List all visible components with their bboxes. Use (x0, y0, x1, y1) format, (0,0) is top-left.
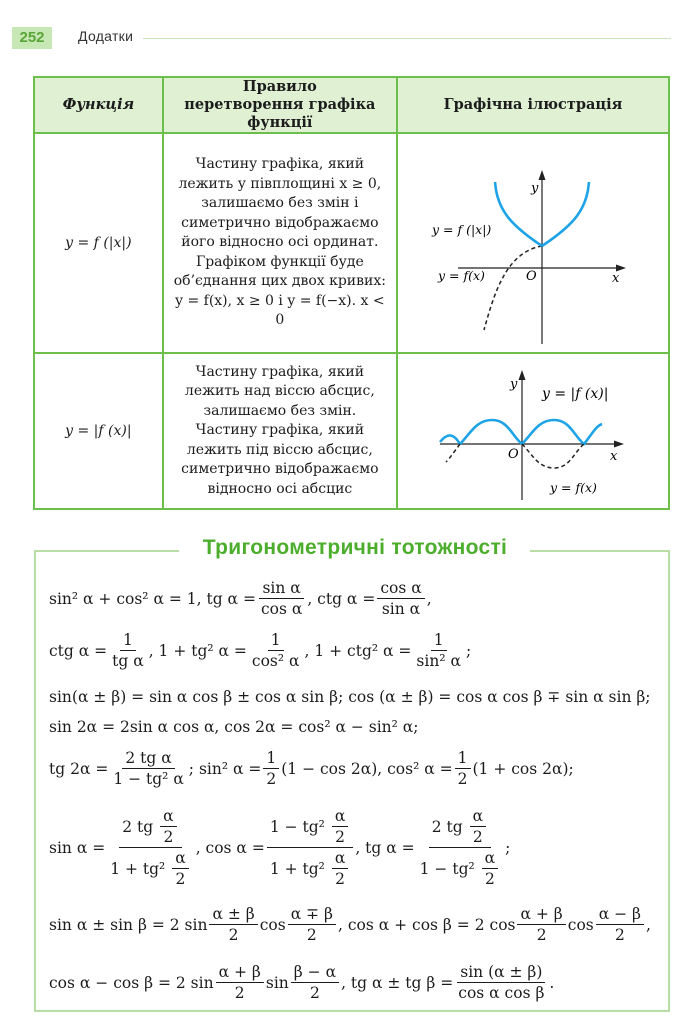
function-cell: y = f (|x|) (34, 133, 163, 353)
fraction (249, 630, 303, 671)
formula-text: ; (465, 641, 472, 660)
numerator: α (332, 848, 348, 869)
fraction (288, 904, 336, 945)
numerator: 1 (455, 748, 471, 769)
denominator: 2 (457, 770, 468, 788)
formula-text: , tg α = (355, 838, 415, 857)
denominator: 2 (163, 828, 174, 846)
trig-box-top-right (530, 550, 670, 552)
fraction (107, 806, 193, 889)
rule-cell (163, 353, 397, 509)
formula-line-1 (49, 578, 432, 619)
numerator: α (160, 806, 176, 827)
half-fraction (172, 848, 188, 889)
y-axis-arrow-icon (518, 370, 525, 380)
fraction (417, 806, 503, 889)
curve-right (542, 182, 589, 246)
formula-text: ; (505, 838, 511, 857)
denominator-text: 1 − tg² (419, 859, 475, 878)
fraction (267, 806, 353, 889)
label-fx: y = f(x) (549, 480, 597, 495)
numerator-text: 2 tg (431, 817, 463, 836)
table-row (34, 133, 669, 353)
page-header (0, 0, 695, 70)
table-row (34, 353, 669, 509)
fraction (263, 748, 279, 789)
formula-line-3 (49, 688, 651, 706)
formula-text: cos α − cos β = 2 sin (49, 973, 214, 992)
denominator: cos α (260, 600, 303, 618)
denominator: 2 (175, 870, 186, 888)
half-fraction (332, 848, 348, 889)
numerator: α (172, 848, 188, 869)
y-axis-arrow-icon (538, 170, 545, 180)
formula-line-2 (49, 630, 471, 671)
header-rule-text: Правило перетворення графіка функції (184, 78, 376, 131)
fraction (413, 630, 464, 671)
denominator: cos² α (251, 652, 300, 670)
denominator: 2 (614, 926, 625, 944)
fraction (455, 962, 547, 1003)
denominator: 2 (472, 828, 483, 846)
trig-title: Тригонометричні тотожності (202, 536, 508, 559)
formula-text: , 1 + tg² α = (148, 641, 247, 660)
denominator: sin² α (416, 652, 461, 670)
graph-cell (397, 353, 669, 509)
denominator: 2 (228, 926, 239, 944)
formula-text: ctg α = (49, 641, 108, 660)
original-curve-dashed (522, 444, 584, 468)
formula-text: sin (265, 973, 289, 992)
x-axis-arrow-icon (614, 441, 624, 448)
label-abs-fx: y = |f (x)| (541, 386, 609, 402)
numerator-text: 2 tg (122, 817, 154, 836)
denominator-text: 1 + tg² (269, 859, 325, 878)
fraction (110, 748, 186, 789)
formula-text: sin α = (49, 838, 106, 857)
fraction (455, 748, 471, 789)
original-curve-dashed (484, 246, 542, 330)
rule-cell (163, 133, 397, 353)
numerator: α + β (216, 962, 264, 983)
denominator: 2 (234, 984, 245, 1002)
axis-y-label: y (530, 181, 539, 196)
rule-text: Частину графіка, який лежить над віссю абсцис, залишаємо без змін. Частину графіка, який лежить під віссю абсцис, симетрично відображаємо відносно осі абсцис (181, 363, 379, 497)
section-title: Додатки (78, 28, 134, 44)
denominator: 2 (309, 984, 320, 1002)
fraction (216, 962, 264, 1003)
denominator: 2 (335, 828, 346, 846)
formula-text: , ctg α = (307, 589, 376, 608)
denominator: 2 (266, 770, 277, 788)
formula-text: . (549, 973, 555, 992)
header-rule (163, 77, 397, 133)
denominator: tg α (112, 652, 144, 670)
formula-line-4 (49, 718, 419, 736)
rule-text: Частину графіка, який лежить у півплощині x ≥ 0, залишаємо без змін і симетрично відображаємо його відносно осі ординат. Графіком функції буде об’єднання цих двох кривих: y = f(x), x ≥ 0 і y = f(−x). x < 0 (173, 156, 386, 329)
header-rule (143, 38, 671, 39)
page-number: 252 (12, 27, 52, 49)
formula-text: , cos α = (195, 838, 265, 857)
fraction (209, 904, 257, 945)
graph-abs-x (398, 134, 668, 352)
formula-text: , cos α + cos β = 2 cos (337, 915, 516, 934)
numerator: β − α (291, 962, 339, 983)
numerator: α (482, 848, 498, 869)
formula-text: ; sin² α = (188, 759, 262, 778)
numerator: α ± β (209, 904, 257, 925)
axis-y-label: y (509, 377, 518, 392)
formula-text: (1 − cos 2α), cos² α = (281, 759, 453, 778)
numerator: α (332, 806, 348, 827)
formula-text: cos (259, 915, 286, 934)
axis-x-label: x (611, 271, 620, 286)
numerator (267, 806, 353, 848)
numerator: α (470, 806, 486, 827)
denominator (107, 848, 193, 889)
denominator (417, 848, 503, 889)
header-illustration: Графічна ілюстрація (397, 77, 669, 133)
numerator: sin α (259, 578, 303, 599)
formula-text: tg 2α = (49, 759, 109, 778)
origin-label: O (525, 269, 537, 284)
header-function: Функція (34, 77, 163, 133)
numerator: 1 (120, 630, 136, 651)
graph-abs-fx (398, 354, 668, 508)
numerator: 1 (431, 630, 447, 651)
curve-upper-0 (440, 435, 460, 444)
formula-line-5 (49, 748, 574, 789)
denominator: 2 (306, 926, 317, 944)
half-fraction (470, 806, 486, 847)
half-fraction (482, 848, 498, 889)
formula-text: , 1 + ctg² α = (304, 641, 412, 660)
denominator-text: 1 + tg² (110, 859, 166, 878)
fraction (258, 578, 305, 619)
label-fx: y = f(x) (437, 268, 485, 283)
fraction (596, 904, 644, 945)
denominator: 1 − tg² α (113, 770, 184, 788)
formula-text: , (426, 589, 432, 608)
formula-line-7 (49, 904, 651, 945)
formula-text: sin 2α = 2sin α cos α, cos 2α = cos² α − sin² α; (49, 718, 419, 736)
origin-label: O (507, 447, 519, 462)
half-fraction (332, 806, 348, 847)
label-abs-x: y = f (|x|) (431, 222, 492, 237)
denominator (267, 848, 353, 889)
numerator: α ∓ β (288, 904, 336, 925)
denominator: 2 (335, 870, 346, 888)
formula-text: , (646, 915, 651, 934)
formula-text: sin² α + cos² α = 1, tg α = (49, 589, 256, 608)
formula-line-6 (49, 806, 510, 889)
numerator-text: 1 − tg² (269, 817, 325, 836)
numerator: cos α (377, 578, 424, 599)
formula-text: sin(α ± β) = sin α cos β ± cos α sin β; cos (α ± β) = cos α cos β ∓ sin α sin β; (49, 688, 651, 706)
original-curve-dashed-left (446, 444, 460, 462)
numerator: 2 tg α (122, 748, 174, 769)
function-cell: y = |f (x)| (34, 353, 163, 509)
curve-upper-2 (522, 420, 602, 444)
table-header-row (34, 77, 669, 133)
numerator: 1 (263, 748, 279, 769)
half-fraction (160, 806, 176, 847)
trig-box-top-left (34, 550, 179, 552)
formula-text: cos (567, 915, 594, 934)
numerator: sin (α ± β) (457, 962, 545, 983)
axis-x-label: x (609, 449, 618, 464)
fraction (291, 962, 339, 1003)
denominator: 2 (536, 926, 547, 944)
fraction (517, 904, 565, 945)
formula-text: , tg α ± tg β = (341, 973, 454, 992)
fraction (377, 578, 424, 619)
denominator: sin α (381, 600, 421, 618)
formula-text: (1 + cos 2α); (472, 759, 574, 778)
denominator: 2 (484, 870, 495, 888)
formula-text: sin α ± sin β = 2 sin (49, 915, 208, 934)
numerator (119, 806, 181, 848)
formula-line-8 (49, 962, 554, 1003)
transformation-table (33, 76, 670, 510)
numerator (429, 806, 491, 848)
curve-upper-1 (460, 420, 522, 444)
graph-cell (397, 133, 669, 353)
numerator: α − β (596, 904, 644, 925)
numerator: 1 (268, 630, 284, 651)
denominator: cos α cos β (458, 984, 545, 1002)
numerator: α + β (517, 904, 565, 925)
fraction (109, 630, 147, 671)
